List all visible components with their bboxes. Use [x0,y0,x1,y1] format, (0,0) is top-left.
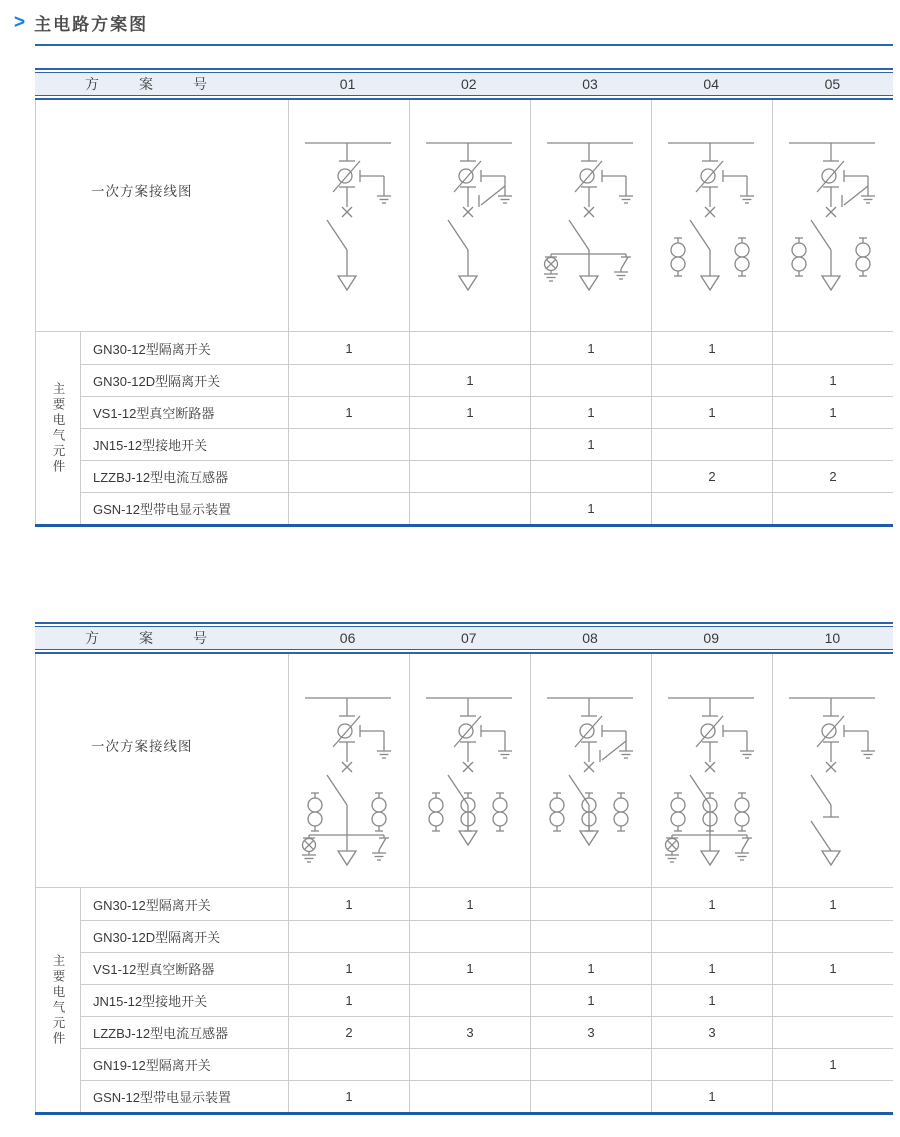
qty-cell: 1 [288,397,409,428]
table1-diagram-row [36,100,893,331]
scheme-number-07: 07 [461,630,477,646]
qty-cell [409,429,530,460]
qty-cell [288,493,409,524]
qty-cell: 1 [772,365,893,396]
qty-cell: 1 [288,1081,409,1112]
scheme-02-cell [409,100,530,331]
qty-cell: 1 [651,397,772,428]
component-name: GSN-12型带电显示装置 [93,1090,231,1105]
qty-cell: 1 [772,1049,893,1080]
component-name: JN15-12型接地开关 [93,994,208,1009]
qty-cell: 3 [651,1017,772,1048]
title-arrow-icon: > [14,12,26,33]
qty-cell: 1 [288,985,409,1016]
scheme-number-08: 08 [582,630,598,646]
component-name: LZZBJ-12型电流互感器 [93,1026,229,1041]
scheme-05-cell [772,100,893,331]
scheme-table-1 [35,68,893,527]
component-name: VS1-12型真空断路器 [93,962,215,977]
title-divider [35,44,893,46]
qty-cell: 1 [651,953,772,984]
scheme-number-01: 01 [339,76,356,92]
scheme-01-single-line-diagram [289,100,409,331]
component-name: GN30-12D型隔离开关 [93,930,221,945]
component-name: GN30-12型隔离开关 [93,897,211,913]
table2-header-row [35,626,893,650]
qty-cell: 1 [530,397,651,428]
table1-side-label: 主要电气元件 [36,332,81,524]
qty-cell: 2 [772,461,893,492]
scheme-number-header: 方案号 [85,76,247,92]
qty-cell [530,461,651,492]
table1-header-row [35,72,893,96]
qty-cell [530,1049,651,1080]
scheme-01-cell [288,100,409,331]
scheme-number-09: 09 [703,630,719,646]
table-row [81,1080,893,1112]
qty-cell [530,365,651,396]
scheme-number-02: 02 [461,76,477,92]
component-name: LZZBJ-12型电流互感器 [93,470,229,485]
qty-cell [651,921,772,952]
component-name: VS1-12型真空断路器 [93,406,215,421]
table2-body [35,654,893,1112]
qty-cell: 1 [651,985,772,1016]
table-row [81,888,893,920]
scheme-number-05: 05 [824,76,841,92]
scheme-number-03: 03 [582,76,598,92]
scheme-number-header: 方案号 [85,630,247,646]
qty-cell: 1 [772,953,893,984]
qty-cell [288,429,409,460]
qty-cell: 1 [651,1081,772,1112]
qty-cell: 2 [651,461,772,492]
component-name: GN19-12型隔离开关 [93,1058,211,1073]
qty-cell [772,332,893,364]
scheme-number-06: 06 [339,630,356,646]
scheme-06-cell [288,654,409,887]
qty-cell [772,493,893,524]
qty-cell [772,1081,893,1112]
scheme-09-single-line-diagram [652,654,772,887]
qty-cell: 1 [409,397,530,428]
scheme-04-cell [651,100,772,331]
table2-components [36,887,893,1112]
table-row [81,460,893,492]
qty-cell: 1 [530,332,651,364]
qty-cell [288,921,409,952]
table2-diagram-row [36,654,893,887]
table-row [81,364,893,396]
qty-cell [772,985,893,1016]
qty-cell [288,1049,409,1080]
scheme-03-cell [530,100,651,331]
table-row [81,920,893,952]
qty-cell: 1 [409,953,530,984]
qty-cell [409,1081,530,1112]
table-row [81,1016,893,1048]
qty-cell [288,461,409,492]
qty-cell: 1 [772,888,893,920]
qty-cell: 1 [288,953,409,984]
qty-cell [772,1017,893,1048]
qty-cell: 3 [409,1017,530,1048]
scheme-number-04: 04 [703,76,719,92]
table1-bottom-rule [35,524,893,527]
table1-header-band [35,68,893,100]
diagram-row-label: 一次方案接线图 [91,183,193,199]
qty-cell [651,429,772,460]
qty-cell: 1 [288,332,409,364]
table1-components [36,331,893,524]
scheme-04-single-line-diagram [652,100,772,331]
table-row [81,428,893,460]
component-name: JN15-12型接地开关 [93,438,208,453]
page-title: 主电路方案图 [34,15,149,34]
qty-cell: 1 [288,888,409,920]
scheme-05-single-line-diagram [773,100,893,331]
qty-cell: 1 [651,332,772,364]
table-row [81,984,893,1016]
table-row [81,952,893,984]
scheme-07-single-line-diagram [410,654,530,887]
scheme-10-single-line-diagram [773,654,893,887]
scheme-09-cell [651,654,772,887]
qty-cell [288,365,409,396]
scheme-06-single-line-diagram [289,654,409,887]
qty-cell: 1 [409,365,530,396]
qty-cell [409,921,530,952]
component-name: GN30-12型隔离开关 [93,341,211,357]
table-row [81,492,893,524]
scheme-10-cell [772,654,893,887]
qty-cell: 3 [530,1017,651,1048]
component-name: GSN-12型带电显示装置 [93,502,231,517]
scheme-table-2 [35,622,893,1115]
qty-cell [409,985,530,1016]
qty-cell [651,365,772,396]
qty-cell [409,1049,530,1080]
component-name: GN30-12D型隔离开关 [93,374,221,389]
qty-cell: 1 [530,953,651,984]
table2-bottom-rule [35,1112,893,1115]
table-row [81,1048,893,1080]
qty-cell [772,429,893,460]
table1-body [35,100,893,524]
table-row [81,332,893,364]
qty-cell: 1 [530,985,651,1016]
scheme-07-cell [409,654,530,887]
qty-cell: 1 [530,493,651,524]
table-row [81,396,893,428]
qty-cell: 1 [651,888,772,920]
scheme-number-10: 10 [824,630,841,646]
qty-cell [530,888,651,920]
qty-cell [409,332,530,364]
diagram-row-label: 一次方案接线图 [91,738,193,754]
qty-cell [530,921,651,952]
qty-cell [530,1081,651,1112]
scheme-02-single-line-diagram [410,100,530,331]
table2-side-label: 主要电气元件 [36,888,81,1112]
qty-cell [409,461,530,492]
qty-cell: 1 [530,429,651,460]
qty-cell: 1 [409,888,530,920]
qty-cell [651,1049,772,1080]
qty-cell: 1 [772,397,893,428]
page-header [14,10,900,35]
qty-cell [409,493,530,524]
scheme-08-cell [530,654,651,887]
qty-cell: 2 [288,1017,409,1048]
scheme-08-single-line-diagram [531,654,651,887]
qty-cell [651,493,772,524]
scheme-03-single-line-diagram [531,100,651,331]
table2-header-band [35,622,893,654]
qty-cell [772,921,893,952]
